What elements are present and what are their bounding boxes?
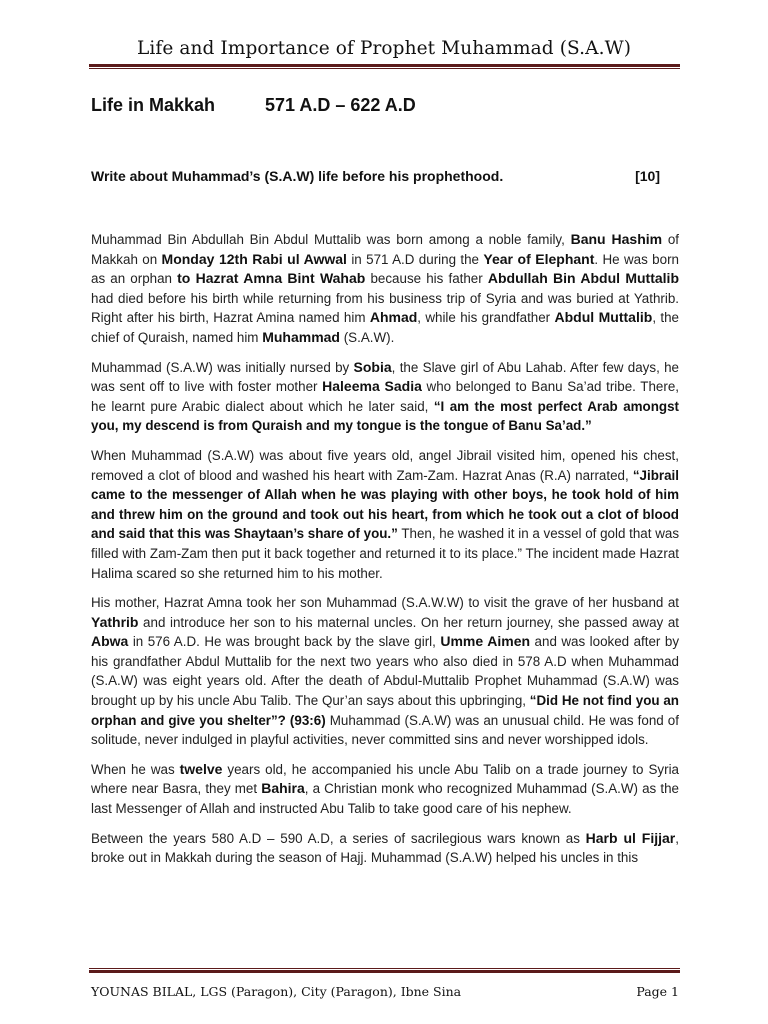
quote-run: “Jibrail came to the messenger of Allah when he was playing with other boys, he took hold of him and threw him on the ground and took out his heart, from which he took out a clot of blood and said that this was Shaytaan’s share of you.” — [91, 467, 679, 542]
bold-run: to Hazrat Amna Bint Wahab — [177, 270, 366, 287]
bold-run: Umme Aimen — [440, 633, 531, 650]
bold-run: Muhammad — [262, 328, 340, 345]
page-footer — [91, 984, 679, 999]
text-run: and was looked after by his grandfather Abdul Muttalib for the next two years who also died in 578 A.D when Muhammad (S.A.W) was eight years old. After the death of Abdul-Muttalib Prophet Muhammad (S.A.W) was brought up by his uncle Abu Talib. The Qur’an says about this upbringing, — [91, 634, 680, 709]
bold-run: Abdullah Bin Abdul Muttalib — [487, 270, 679, 287]
page-number: Page 1 — [636, 984, 679, 999]
section-title: Life in Makkah — [91, 95, 216, 115]
footer-author: YOUNAS BILAL, LGS (Paragon), City (Paragon), Ibne Sina — [91, 984, 462, 999]
text-run: of Makkah on — [91, 232, 680, 267]
text-run: Muhammad Bin Abdullah Bin Abdul Muttalib was born among a noble family, — [91, 232, 571, 247]
text-run: , the chief of Quraish, named him — [91, 310, 679, 345]
paragraph-1 — [91, 230, 679, 348]
text-run: Then, he washed it in a vessel of gold that was filled with Zam-Zam then put it back together and returned it to its place.” The incident made Hazrat Halima scared so she returned him to his mother. — [91, 526, 680, 581]
bold-run: Banu Hashim — [570, 231, 663, 247]
text-run: , the Slave girl of Abu Lahab. After few days, he was sent off to live with foster mother — [91, 359, 679, 395]
text-run: , a Christian monk who recognized Muhammad (S.A.W) as the last Messenger of Allah and instructed Abu Talib to take good care of his nephew. — [91, 781, 679, 817]
bold-run: Monday 12th Rabi ul Awwal — [161, 250, 347, 267]
text-run: Muhammad (S.A.W) was an unusual child. He was fond of solitude, never indulged in playful activities, never committed sins and never worshipped idols. — [91, 712, 679, 748]
text-run: Between the years 580 A.D – 590 A.D, a series of sacrilegious wars known as — [91, 830, 586, 846]
paragraph-6 — [91, 829, 679, 868]
text-run: years old, he accompanied his uncle Abu Talib on a trade journey to Syria where near Basra, they met — [91, 761, 679, 797]
paragraph-3 — [91, 446, 679, 583]
text-run: had died before his birth while returning from his business trip of Syria and was buried at Yathrib. Right after his birth, Hazrat Amina named him — [91, 290, 679, 326]
paragraph-2 — [91, 358, 679, 436]
text-run: who belonged to Banu Sa’ad tribe. There, he learnt pure Arabic dialect about which he later said, — [91, 379, 679, 414]
quote-run: “I am the most perfect Arab amongst you, my descend is from Quraish and my tongue is the tongue of Banu Sa’ad.” — [91, 398, 679, 434]
bold-run: Yathrib — [91, 613, 139, 630]
bold-run: Ahmad — [369, 309, 418, 326]
bold-run: Sobia — [353, 358, 392, 375]
section-dates: 571 A.D – 622 A.D — [265, 95, 416, 115]
text-run: because his father — [365, 271, 488, 287]
quote-run: “Did He not find you an orphan and give you shelter”? (93:6) — [91, 693, 679, 728]
header-rule-thin — [89, 68, 680, 69]
page-header-title: Life and Importance of Prophet Muhammad (S.A.W) — [136, 38, 632, 59]
bold-run: Abdul Muttalib — [554, 309, 653, 326]
text-run: in 571 A.D during the — [346, 251, 484, 267]
section-heading — [91, 95, 416, 116]
text-run: and introduce her son to his maternal uncles. On her return journey, she passed away at — [138, 614, 679, 630]
bold-run: Haleema Sadia — [322, 378, 422, 395]
question-marks: [10] — [635, 168, 660, 184]
text-run: His mother, Hazrat Amna took her son Muhammad (S.A.W.W) to visit the grave of her husband at — [91, 595, 679, 611]
footer-rule-thin — [89, 968, 680, 969]
text-run: When Muhammad (S.A.W) was about five years old, angel Jibrail visited him, opened his chest, removed a clot of blood and washed his heart with Zam-Zam. Hazrat Anas (R.A) narrated, — [91, 447, 679, 483]
question-text: Write about Muhammad’s (S.A.W) life before his prophethood. — [91, 168, 504, 184]
paragraph-5 — [91, 760, 679, 819]
bold-run: Abwa — [91, 633, 129, 650]
document-body — [91, 230, 679, 878]
text-run: When he was — [91, 761, 180, 777]
text-run: , while his grandfather — [417, 310, 555, 326]
bold-run: Year of Elephant — [483, 250, 595, 267]
text-run: in 576 A.D. He was brought back by the slave girl, — [128, 634, 441, 650]
bold-run: Harb ul Fijjar — [585, 829, 676, 846]
header-rule-thick — [89, 64, 680, 67]
text-run: , broke out in Makkah during the season of Hajj. Muhammad (S.A.W) helped his uncles in this — [91, 830, 679, 866]
paragraph-4 — [91, 593, 679, 750]
text-run: (S.A.W). — [339, 329, 395, 345]
bold-run: twelve — [179, 760, 223, 777]
bold-run: Bahira — [261, 780, 305, 797]
text-run: Muhammad (S.A.W) was initially nursed by — [91, 359, 354, 375]
footer-rule-thick — [89, 970, 680, 973]
question — [91, 168, 681, 184]
text-run: . He was born as an orphan — [91, 251, 679, 287]
